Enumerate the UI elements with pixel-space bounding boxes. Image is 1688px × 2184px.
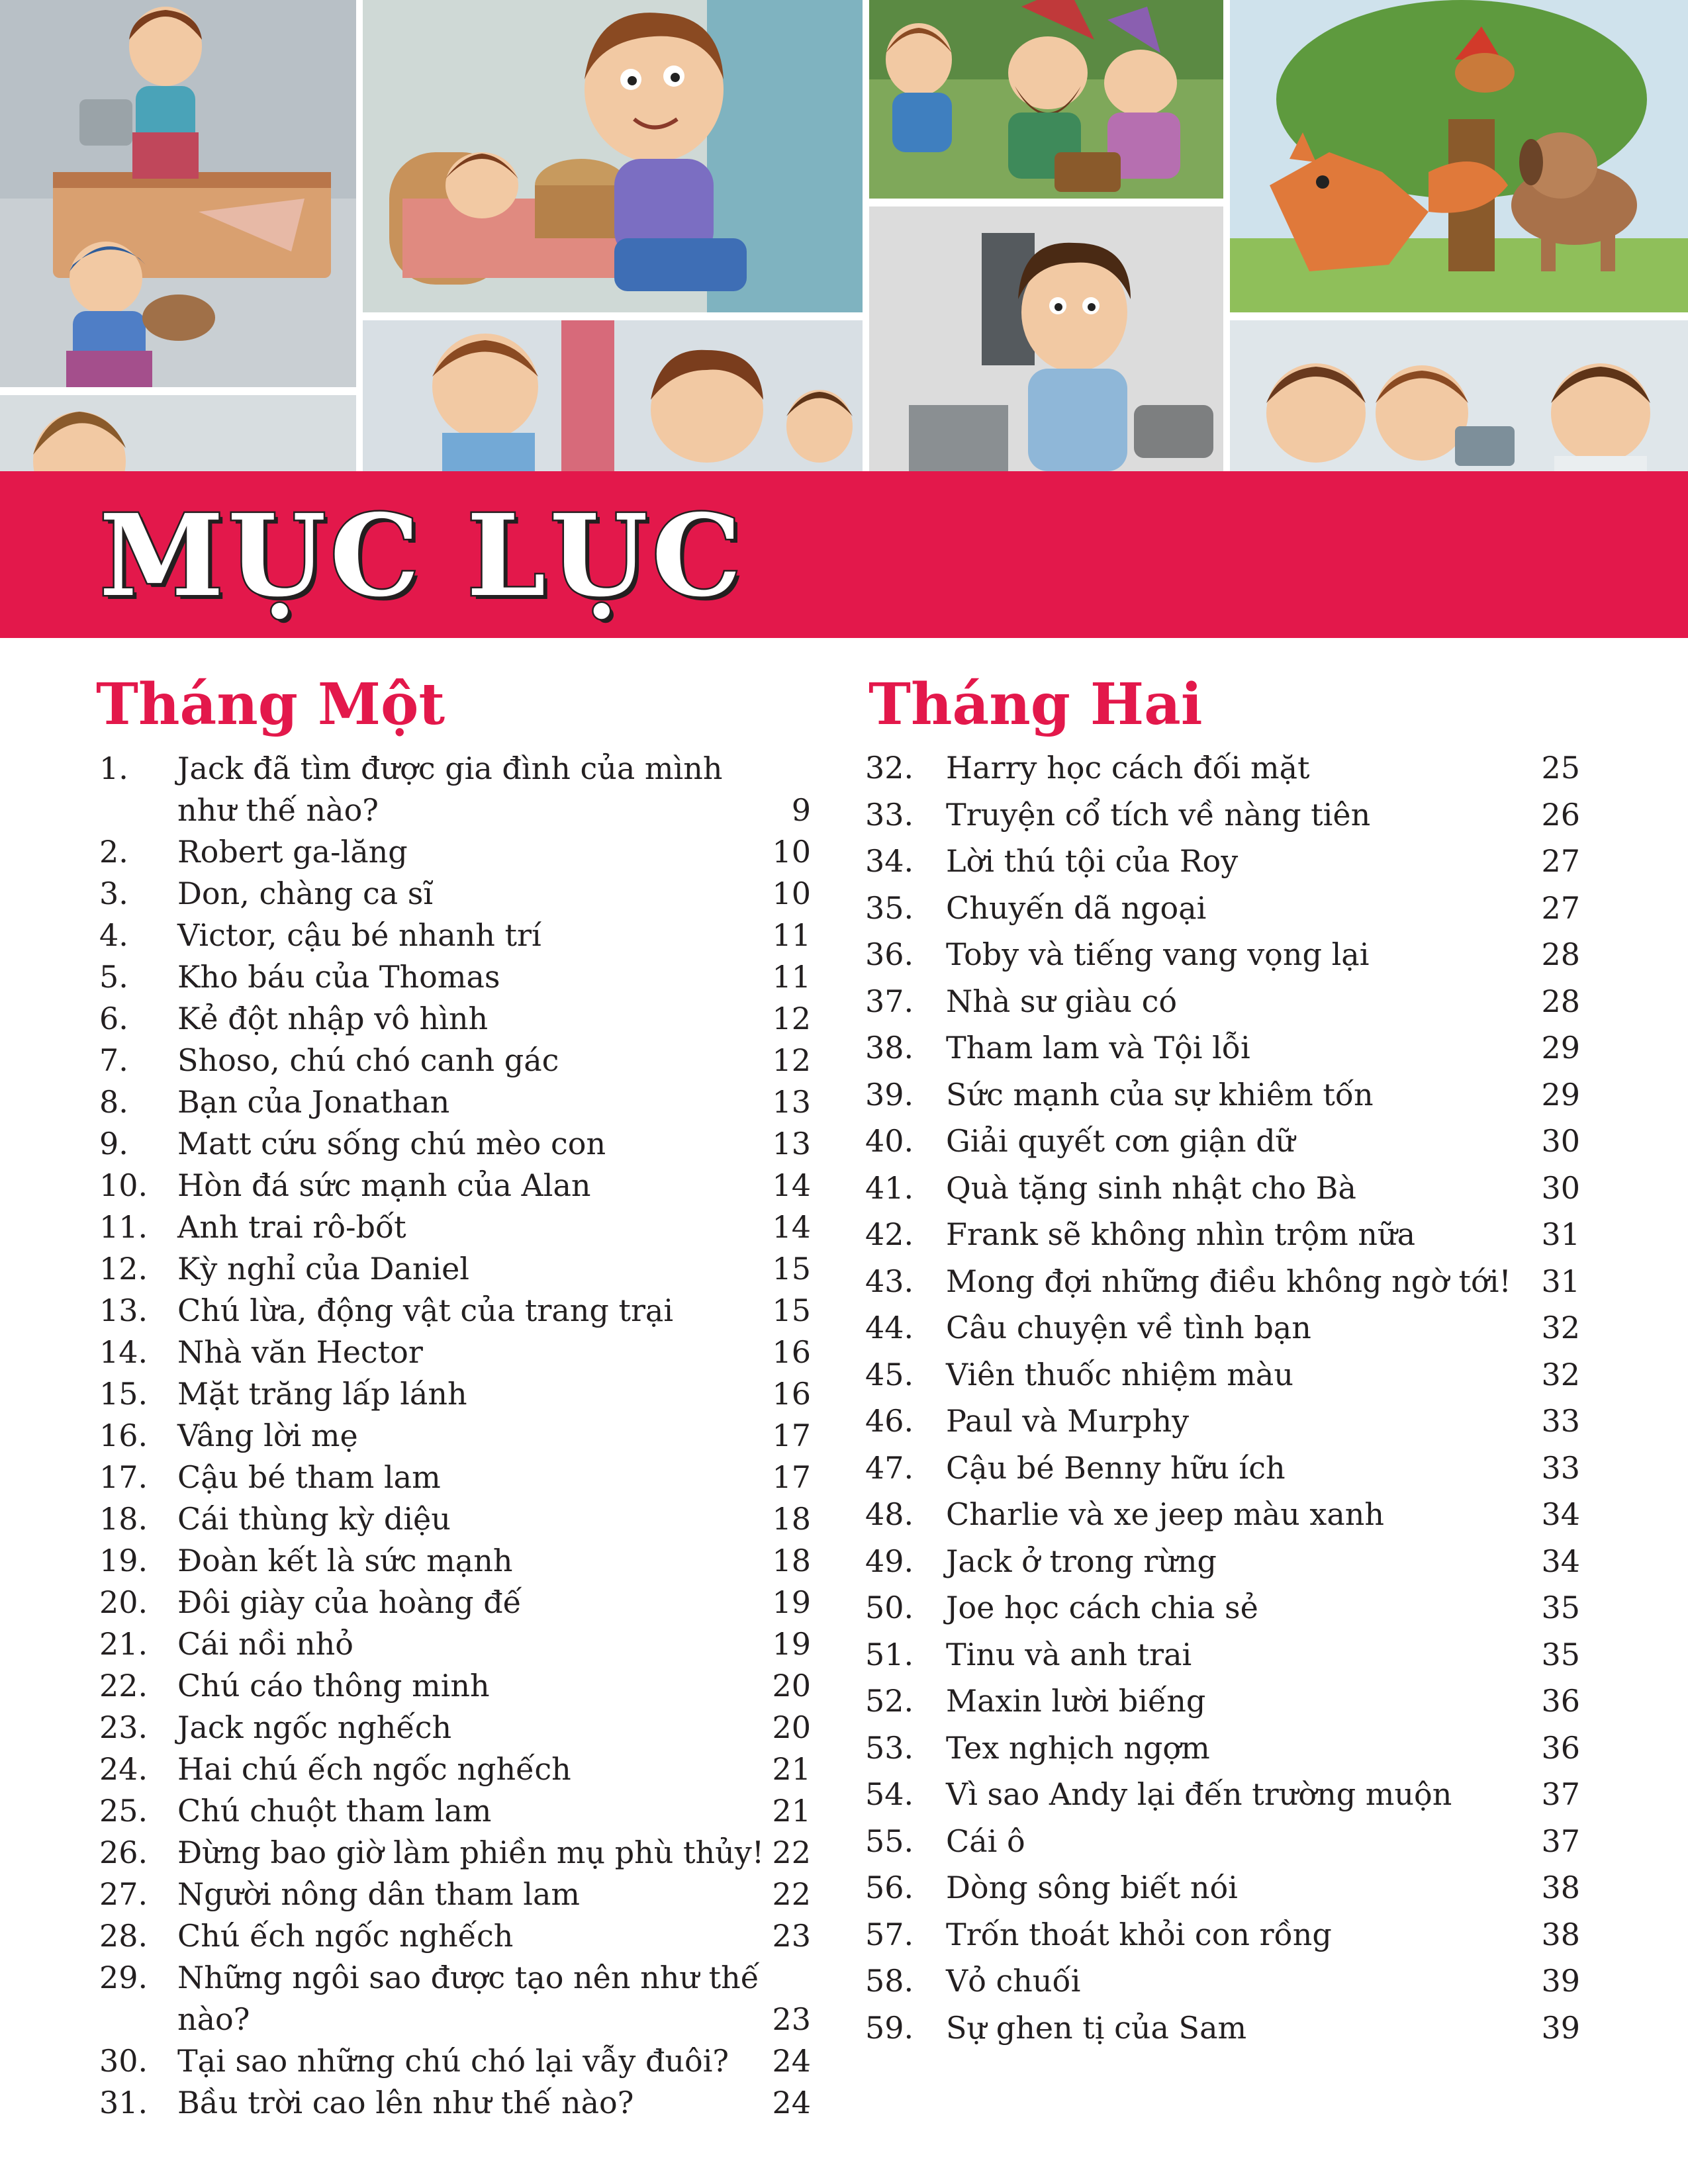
toc-entry-title: Tex nghịch ngợm — [946, 1729, 1210, 1766]
toc-entry-page: 28 — [1541, 936, 1580, 972]
toc-entry-number: 15. — [99, 1376, 148, 1412]
toc-entry-page: 10 — [772, 876, 811, 911]
toc-entry-number: 56. — [865, 1870, 914, 1905]
toc-entry[interactable] — [99, 1665, 811, 1707]
fox-dog-and-rooster-icon — [1230, 0, 1688, 312]
toc-entry-page: 22 — [772, 1835, 811, 1870]
toc-entry[interactable] — [99, 1040, 811, 1081]
toc-entry-title: Những ngôi sao được tạo nên như thế nào? — [177, 1960, 760, 2037]
toc-entry-page: 33 — [1541, 1403, 1580, 1439]
toc-entry-title: Câu chuyện về tình bạn — [946, 1310, 1311, 1345]
toc-entry-title: Frank sẽ không nhìn trộm nữa — [946, 1216, 1416, 1252]
toc-entry[interactable] — [865, 1958, 1580, 2005]
toc-entry[interactable] — [99, 998, 811, 1040]
toc-entry-title: Giải quyết cơn giận dữ — [946, 1123, 1295, 1159]
gnomes-and-boy-in-garden-icon — [869, 0, 1223, 199]
toc-entry[interactable] — [99, 1165, 811, 1206]
toc-entry-title: Bầu trời cao lên như thế nào? — [177, 2085, 634, 2120]
toc-entry-title: Chuyến dã ngoại — [946, 889, 1207, 926]
toc-entry-page: 28 — [1541, 983, 1580, 1019]
toc-entry[interactable] — [99, 1874, 811, 1915]
toc-entry-number: 28. — [99, 1918, 148, 1954]
toc-entry-number: 8. — [99, 1084, 128, 1120]
toc-entry-number: 38. — [865, 1030, 914, 1066]
toc-entry-page: 30 — [1541, 1123, 1580, 1159]
toc-entry-page: 19 — [772, 1584, 811, 1620]
toc-entry-number: 6. — [99, 1001, 128, 1036]
toc-list-february — [865, 745, 1580, 2051]
toc-entry[interactable] — [99, 1749, 811, 1790]
toc-entry[interactable] — [99, 748, 811, 831]
boy-portrait-panel — [0, 395, 356, 471]
toc-entry-page: 33 — [1541, 1449, 1580, 1486]
toc-entry-page: 10 — [772, 834, 811, 870]
toc-entry-title: Sức mạnh của sự khiêm tốn — [946, 1076, 1374, 1113]
toc-entry-number: 30. — [99, 2043, 148, 2079]
toc-entry-number: 18. — [99, 1501, 148, 1537]
toc-entry-page: 23 — [772, 2001, 811, 2037]
toc-entry-title: Paul và Murphy — [946, 1403, 1190, 1439]
toc-entry-number: 48. — [865, 1496, 914, 1532]
toc-entry[interactable] — [865, 1024, 1580, 1071]
toc-entry-page: 21 — [772, 1751, 811, 1787]
toc-entry[interactable] — [865, 745, 1580, 792]
toc-entry-title: Maxin lười biếng — [946, 1683, 1206, 1719]
toc-entry-number: 35. — [865, 889, 914, 926]
toc-entry-page: 34 — [1541, 1543, 1580, 1579]
toc-entry-page: 30 — [1541, 1169, 1580, 1206]
toc-entry[interactable] — [99, 1582, 811, 1623]
toc-entry[interactable] — [865, 1258, 1580, 1305]
toc-entry-page: 36 — [1541, 1729, 1580, 1766]
toc-entry-number: 29. — [99, 1960, 148, 1995]
toc-entry-number: 27. — [99, 1876, 148, 1912]
toc-entry-title: Kỳ nghỉ của Daniel — [177, 1251, 470, 1287]
toc-entry[interactable] — [865, 838, 1580, 885]
toc-entry[interactable] — [865, 1678, 1580, 1725]
toc-entry[interactable] — [865, 1165, 1580, 1212]
toc-entry-number: 2. — [99, 834, 128, 870]
toc-entry-page: 25 — [1541, 750, 1580, 786]
toc-entry-number: 57. — [865, 1916, 914, 1952]
toc-entry-page: 22 — [772, 1876, 811, 1912]
toc-entry-number: 32. — [865, 750, 914, 786]
toc-entry-title: Tại sao những chú chó lại vẫy đuôi? — [177, 2043, 729, 2079]
toc-entry-number: 36. — [865, 936, 914, 972]
toc-entry-title: Robert ga-lăng — [177, 834, 408, 870]
toc-entry[interactable] — [99, 1790, 811, 1832]
toc-entry[interactable] — [99, 873, 811, 915]
toc-entry-number: 1. — [99, 751, 128, 786]
toc-entry-title: Jack ở trong rừng — [946, 1543, 1217, 1579]
toc-entry-page: 29 — [1541, 1030, 1580, 1066]
toc-entry[interactable] — [99, 1457, 811, 1498]
toc-entry-page: 17 — [772, 1418, 811, 1453]
toc-entry-title: Jack đã tìm được gia đình của mình như thế nào? — [177, 751, 723, 828]
toc-entry-title: Toby và tiếng vang vọng lại — [946, 936, 1370, 972]
toc-entry-page: 38 — [1541, 1916, 1580, 1952]
toc-entry-number: 4. — [99, 917, 128, 953]
toc-entry[interactable] — [99, 831, 811, 873]
toc-entry-page: 37 — [1541, 1776, 1580, 1812]
toc-entry-number: 24. — [99, 1751, 148, 1787]
toc-entry-number: 46. — [865, 1403, 914, 1439]
toc-entry-title: Cái nồi nhỏ — [177, 1626, 354, 1662]
toc-entry[interactable] — [865, 1725, 1580, 1772]
toc-entry-title: Cậu bé tham lam — [177, 1459, 441, 1495]
toc-entry-number: 7. — [99, 1042, 128, 1078]
toc-entry-number: 31. — [99, 2085, 148, 2120]
toc-entry[interactable] — [865, 1071, 1580, 1118]
toc-entry-title: Joe học cách chia sẻ — [946, 1590, 1258, 1625]
toc-entry-page: 18 — [772, 1543, 811, 1578]
toc-entry[interactable] — [99, 1623, 811, 1665]
toc-entry-number: 52. — [865, 1683, 914, 1719]
toc-entry[interactable] — [99, 915, 811, 956]
toc-entry-page: 14 — [772, 1167, 811, 1203]
toc-entry-number: 19. — [99, 1543, 148, 1578]
toc-entry-title: Mong đợi những điều không ngờ tới! — [946, 1263, 1511, 1299]
toc-entry-page: 34 — [1541, 1496, 1580, 1532]
toc-entry-title: Hòn đá sức mạnh của Alan — [177, 1167, 591, 1203]
toc-entry-page: 32 — [1541, 1356, 1580, 1392]
toc-entry-page: 39 — [1541, 2009, 1580, 2046]
toc-entry-page: 18 — [772, 1501, 811, 1537]
toc-entry-number: 25. — [99, 1793, 148, 1829]
toc-entry-page: 13 — [772, 1126, 811, 1161]
toc-entry-title: Vâng lời mẹ — [177, 1418, 358, 1453]
page-title: MỤC LỤC — [99, 490, 746, 622]
toc-entry-title: Truyện cổ tích về nàng tiên — [946, 796, 1371, 833]
month-heading-february: Tháng Hai — [868, 671, 1203, 738]
toc-entry-title: Cậu bé Benny hữu ích — [946, 1449, 1286, 1486]
toc-entry-page: 37 — [1541, 1823, 1580, 1859]
toc-entry-title: Vỏ chuối — [946, 1963, 1081, 1999]
toc-entry-title: Chú chuột tham lam — [177, 1793, 492, 1829]
toc-entry-page: 27 — [1541, 889, 1580, 926]
toc-entry[interactable] — [99, 1540, 811, 1582]
toc-entry-page: 23 — [772, 1918, 811, 1954]
toc-entry-page: 26 — [1541, 796, 1580, 833]
toc-entry-title: Lời thú tội của Roy — [946, 843, 1239, 879]
boys-talking-icon — [363, 320, 863, 471]
toc-entry-title: Trốn thoát khỏi con rồng — [946, 1916, 1332, 1952]
toc-entry[interactable] — [99, 1915, 811, 1957]
illustration-collage — [0, 0, 1688, 471]
toc-entry[interactable] — [865, 792, 1580, 839]
toc-entry-title: Viên thuốc nhiệm màu — [946, 1356, 1293, 1392]
toc-entry-page: 31 — [1541, 1263, 1580, 1299]
toc-entry-title: Cái thùng kỳ diệu — [177, 1501, 451, 1537]
toc-entry-title: Chú cáo thông minh — [177, 1668, 490, 1704]
toc-entry-number: 53. — [865, 1729, 914, 1766]
toc-entry-number: 50. — [865, 1590, 914, 1625]
toc-entry-number: 39. — [865, 1076, 914, 1113]
toc-entry-page: 14 — [772, 1209, 811, 1245]
toc-entry[interactable] — [99, 1081, 811, 1123]
toc-entry-page: 20 — [772, 1668, 811, 1704]
toc-entry-title: Victor, cậu bé nhanh trí — [177, 917, 541, 953]
toc-entry-title: Vì sao Andy lại đến trường muộn — [946, 1776, 1452, 1812]
toc-entry-number: 37. — [865, 983, 914, 1019]
toc-entry-page: 19 — [772, 1626, 811, 1662]
toc-entry-number: 20. — [99, 1584, 148, 1620]
toc-entry-title: Tinu và anh trai — [946, 1636, 1192, 1672]
toc-entry-page: 21 — [772, 1793, 811, 1829]
toc-entry-page: 12 — [772, 1001, 811, 1036]
toc-entry-page: 27 — [1541, 843, 1580, 879]
toc-entry-title: Người nông dân tham lam — [177, 1876, 581, 1912]
toc-entry-number: 10. — [99, 1167, 148, 1203]
toc-entry-number: 12. — [99, 1251, 148, 1287]
toc-entry-title: Chú ếch ngốc nghếch — [177, 1918, 514, 1954]
toc-entry-number: 9. — [99, 1126, 128, 1161]
toc-entry[interactable] — [865, 1538, 1580, 1585]
mother-cooking-boy-with-puppy-icon — [0, 0, 356, 387]
toc-entry[interactable] — [99, 1832, 811, 1874]
toc-entry-page: 9 — [791, 792, 811, 828]
toc-entry-number: 33. — [865, 796, 914, 833]
toc-entry-number: 3. — [99, 876, 128, 911]
toc-entry-page: 36 — [1541, 1683, 1580, 1719]
toc-entry-title: Quà tặng sinh nhật cho Bà — [946, 1169, 1356, 1206]
toc-entry-number: 23. — [99, 1709, 148, 1745]
toc-entry-page: 35 — [1541, 1590, 1580, 1625]
toc-entry-number: 51. — [865, 1636, 914, 1672]
toc-entry-page: 13 — [772, 1084, 811, 1120]
toc-entry[interactable] — [99, 1206, 811, 1248]
toc-entry-title: Sự ghen tị của Sam — [946, 2009, 1247, 2046]
toc-entry-title: Matt cứu sống chú mèo con — [177, 1126, 606, 1161]
boy-with-curly-hair-icon — [869, 206, 1223, 471]
toc-entry-title: Nhà văn Hector — [177, 1334, 423, 1370]
toc-entry-page: 31 — [1541, 1216, 1580, 1252]
toc-entry[interactable] — [99, 2040, 811, 2082]
toc-entry-title: Jack ngốc nghếch — [177, 1709, 452, 1745]
toc-entry[interactable] — [99, 1248, 811, 1290]
toc-entry[interactable] — [865, 1398, 1580, 1445]
toc-entry[interactable] — [99, 1957, 811, 2040]
toc-entry[interactable] — [865, 1304, 1580, 1351]
toc-entry-title: Bạn của Jonathan — [177, 1084, 450, 1120]
boy-serving-friend-in-bed-icon — [363, 0, 863, 312]
toc-entry-page: 15 — [772, 1293, 811, 1328]
toc-entry-title: Don, chàng ca sĩ — [177, 876, 434, 911]
toc-entry-title: Hai chú ếch ngốc nghếch — [177, 1751, 571, 1787]
toc-entry-title: Harry học cách đối mặt — [946, 750, 1310, 786]
toc-entry-page: 15 — [772, 1251, 811, 1287]
toc-entry[interactable] — [865, 2005, 1580, 2052]
toc-entry-number: 41. — [865, 1169, 914, 1206]
toc-entry-title: Cái ô — [946, 1823, 1025, 1859]
toc-entry[interactable] — [865, 1351, 1580, 1398]
toc-entry-page: 29 — [1541, 1076, 1580, 1113]
toc-entry[interactable] — [99, 1332, 811, 1373]
toc-entry-page: 12 — [772, 1042, 811, 1078]
toc-list-january — [99, 748, 811, 2124]
toc-entry[interactable] — [99, 1415, 811, 1457]
toc-entry-title: Kho báu của Thomas — [177, 959, 500, 995]
toc-entry-title: Đôi giày của hoàng đế — [177, 1584, 522, 1620]
toc-entry-title: Mặt trăng lấp lánh — [177, 1376, 467, 1412]
toc-entry[interactable] — [865, 1445, 1580, 1492]
toc-entry[interactable] — [865, 1118, 1580, 1165]
toc-entry[interactable] — [99, 1290, 811, 1332]
toc-entry-number: 59. — [865, 2009, 914, 2046]
toc-entry-title: Đoàn kết là sức mạnh — [177, 1543, 513, 1578]
toc-entry[interactable] — [99, 956, 811, 998]
toc-entry-page: 20 — [772, 1709, 811, 1745]
three-boys-icon — [1230, 320, 1688, 471]
toc-entry-number: 54. — [865, 1776, 914, 1812]
toc-entry-number: 58. — [865, 1963, 914, 1999]
toc-entry-number: 55. — [865, 1823, 914, 1859]
toc-entry-number: 13. — [99, 1293, 148, 1328]
toc-entry-page: 24 — [772, 2085, 811, 2120]
toc-entry-title: Chú lừa, động vật của trang trại — [177, 1293, 674, 1328]
toc-entry[interactable] — [99, 1707, 811, 1749]
toc-entry-number: 11. — [99, 1209, 148, 1245]
toc-entry-page: 32 — [1541, 1310, 1580, 1345]
toc-entry-page: 38 — [1541, 1870, 1580, 1905]
toc-entry-title: Nhà sư giàu có — [946, 983, 1178, 1019]
toc-entry[interactable] — [99, 1123, 811, 1165]
toc-entry-page: 16 — [772, 1376, 811, 1412]
toc-entry-title: Shoso, chú chó canh gác — [177, 1042, 559, 1078]
toc-entry-title: Đừng bao giờ làm phiền mụ phù thủy! — [177, 1835, 765, 1870]
toc-entry-title: Anh trai rô-bốt — [177, 1209, 406, 1245]
toc-entry[interactable] — [865, 1864, 1580, 1911]
toc-entry-number: 47. — [865, 1449, 914, 1486]
month-heading-january: Tháng Một — [96, 671, 445, 738]
toc-entry[interactable] — [865, 1771, 1580, 1818]
toc-entry[interactable] — [865, 1911, 1580, 1958]
toc-entry-number: 22. — [99, 1668, 148, 1704]
toc-entry-number: 42. — [865, 1216, 914, 1252]
toc-entry-number: 40. — [865, 1123, 914, 1159]
toc-entry-page: 16 — [772, 1334, 811, 1370]
toc-entry-number: 17. — [99, 1459, 148, 1495]
toc-entry[interactable] — [865, 885, 1580, 932]
toc-entry-title: Charlie và xe jeep màu xanh — [946, 1496, 1385, 1532]
toc-entry-number: 21. — [99, 1626, 148, 1662]
toc-entry-number: 44. — [865, 1310, 914, 1345]
toc-entry-number: 14. — [99, 1334, 148, 1370]
toc-entry[interactable] — [865, 978, 1580, 1025]
toc-entry[interactable] — [865, 1584, 1580, 1631]
toc-entry-page: 39 — [1541, 1963, 1580, 1999]
toc-entry[interactable] — [865, 1818, 1580, 1865]
toc-entry-page: 24 — [772, 2043, 811, 2079]
toc-entry-number: 45. — [865, 1356, 914, 1392]
toc-entry[interactable] — [865, 1211, 1580, 1258]
toc-entry-page: 11 — [772, 917, 811, 953]
toc-entry-page: 35 — [1541, 1636, 1580, 1672]
toc-entry[interactable] — [99, 1373, 811, 1415]
toc-entry-number: 49. — [865, 1543, 914, 1579]
toc-entry-number: 16. — [99, 1418, 148, 1453]
toc-entry[interactable] — [865, 1631, 1580, 1678]
toc-entry-title: Dòng sông biết nói — [946, 1870, 1238, 1905]
toc-entry-number: 34. — [865, 843, 914, 879]
toc-entry-page: 11 — [772, 959, 811, 995]
toc-entry[interactable] — [865, 1491, 1580, 1538]
toc-entry-title: Tham lam và Tội lỗi — [946, 1030, 1250, 1066]
toc-entry-title: Kẻ đột nhập vô hình — [177, 1001, 489, 1036]
toc-entry[interactable] — [99, 2082, 811, 2124]
toc-entry-number: 43. — [865, 1263, 914, 1299]
toc-entry[interactable] — [99, 1498, 811, 1540]
toc-entry-number: 26. — [99, 1835, 148, 1870]
toc-entry[interactable] — [865, 931, 1580, 978]
toc-entry-number: 5. — [99, 959, 128, 995]
toc-entry-page: 17 — [772, 1459, 811, 1495]
